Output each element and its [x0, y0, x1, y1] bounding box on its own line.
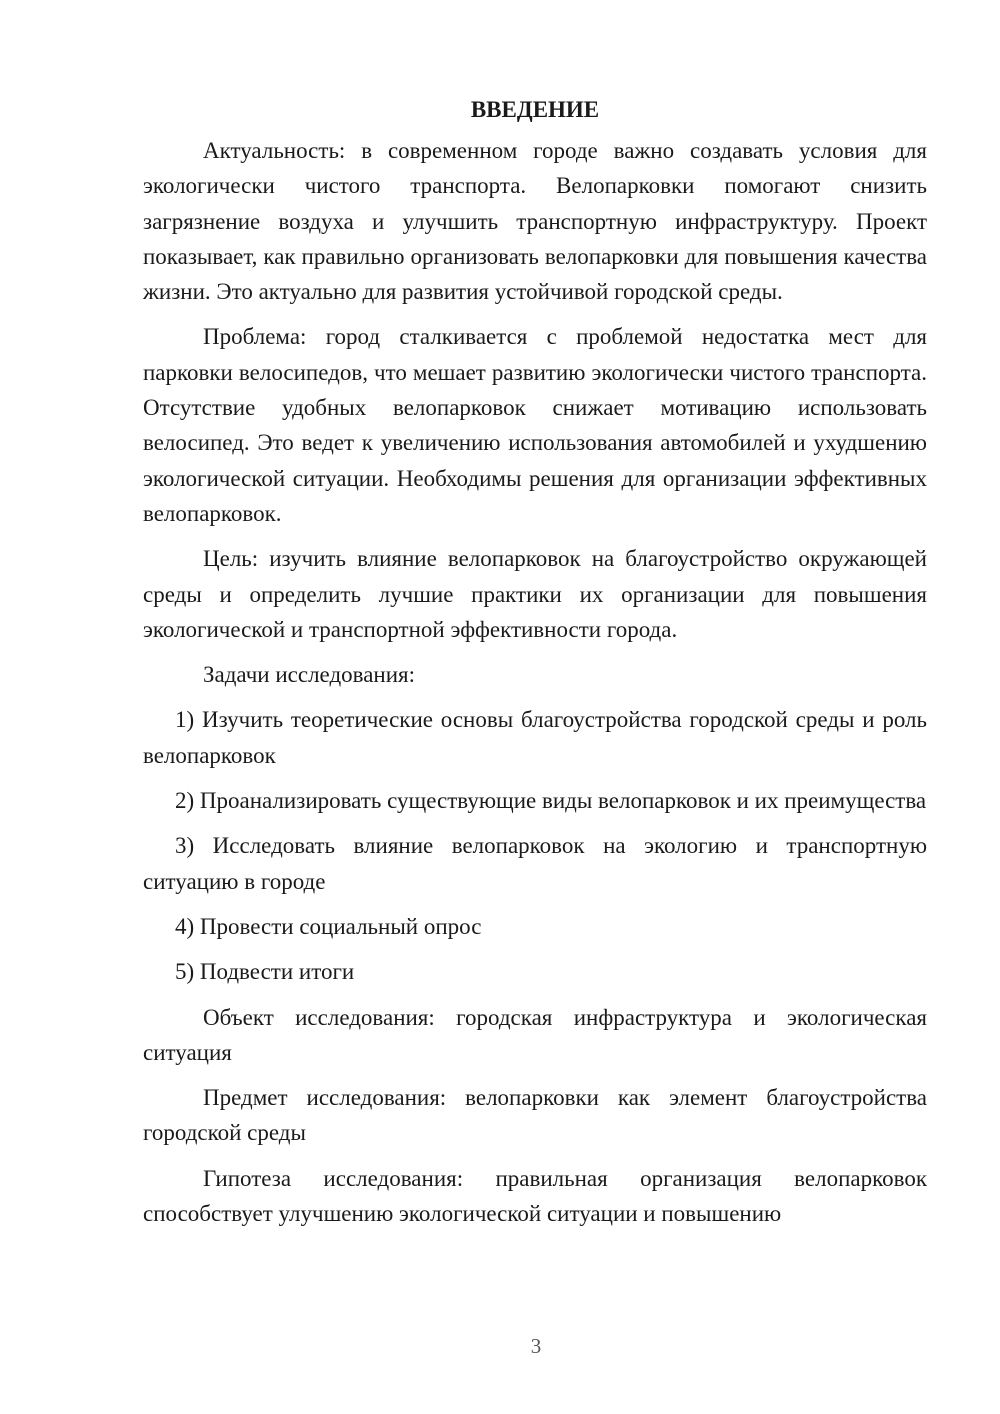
page-number: 3: [530, 1334, 542, 1358]
task-item: 3) Исследовать влияние велопарковок на экологию и транспортную ситуацию в городе: [143, 833, 927, 894]
task-item: 4) Провести социальный опрос: [175, 913, 482, 939]
paragraph-goal: Цель: изучить влияние велопарковок на благоустройство окружающей среды и определить лучшие практики их организации для повышения экологической и транспортной эффективности города.: [143, 546, 927, 642]
paragraph-object: Объект исследования: городская инфраструктура и экологическая ситуация: [143, 1004, 927, 1065]
paragraph-tasks-heading: Задачи исследования:: [203, 662, 416, 688]
paragraph-problem: Проблема: город сталкивается с проблемой недостатка мест для парковки велосипедов, что мешает развитию экологически чистого транспорта. Отсутствие удобных велопарковок снижает мотивацию использовать велосипед. Это ведет к увеличению использования автомобилей и ухудшению экологической ситуации. Необходимы решения для организации эффективных велопарковок.: [143, 324, 927, 526]
task-item: 5) Подвести итоги: [175, 959, 355, 985]
paragraph-relevance: Актуальность: в современном городе важно создавать условия для экологически чистого транспорта. Велопарковки помогают снизить загрязнение воздуха и улучшить транспортную инфраструктуру. Проект показывает, как правильно организовать велопарковки для повышения качества жизни. Это актуально для развития устойчивой городской среды.: [143, 138, 927, 305]
paragraph-subject: Предмет исследования: велопарковки как элемент благоустройства городской среды: [143, 1085, 927, 1146]
page-title: ВВЕДЕНИЕ: [470, 97, 600, 122]
task-item: 1) Изучить теоретические основы благоустройства городской среды и роль велопарковок: [143, 707, 927, 768]
page-body: [143, 91, 927, 1241]
paragraph-hypothesis: Гипотеза исследования: правильная организация велопарковок способствует улучшению экологической ситуации и повышению: [143, 1165, 927, 1227]
task-item: 2) Проанализировать существующие виды велопарковок и их преимущества: [175, 788, 927, 814]
